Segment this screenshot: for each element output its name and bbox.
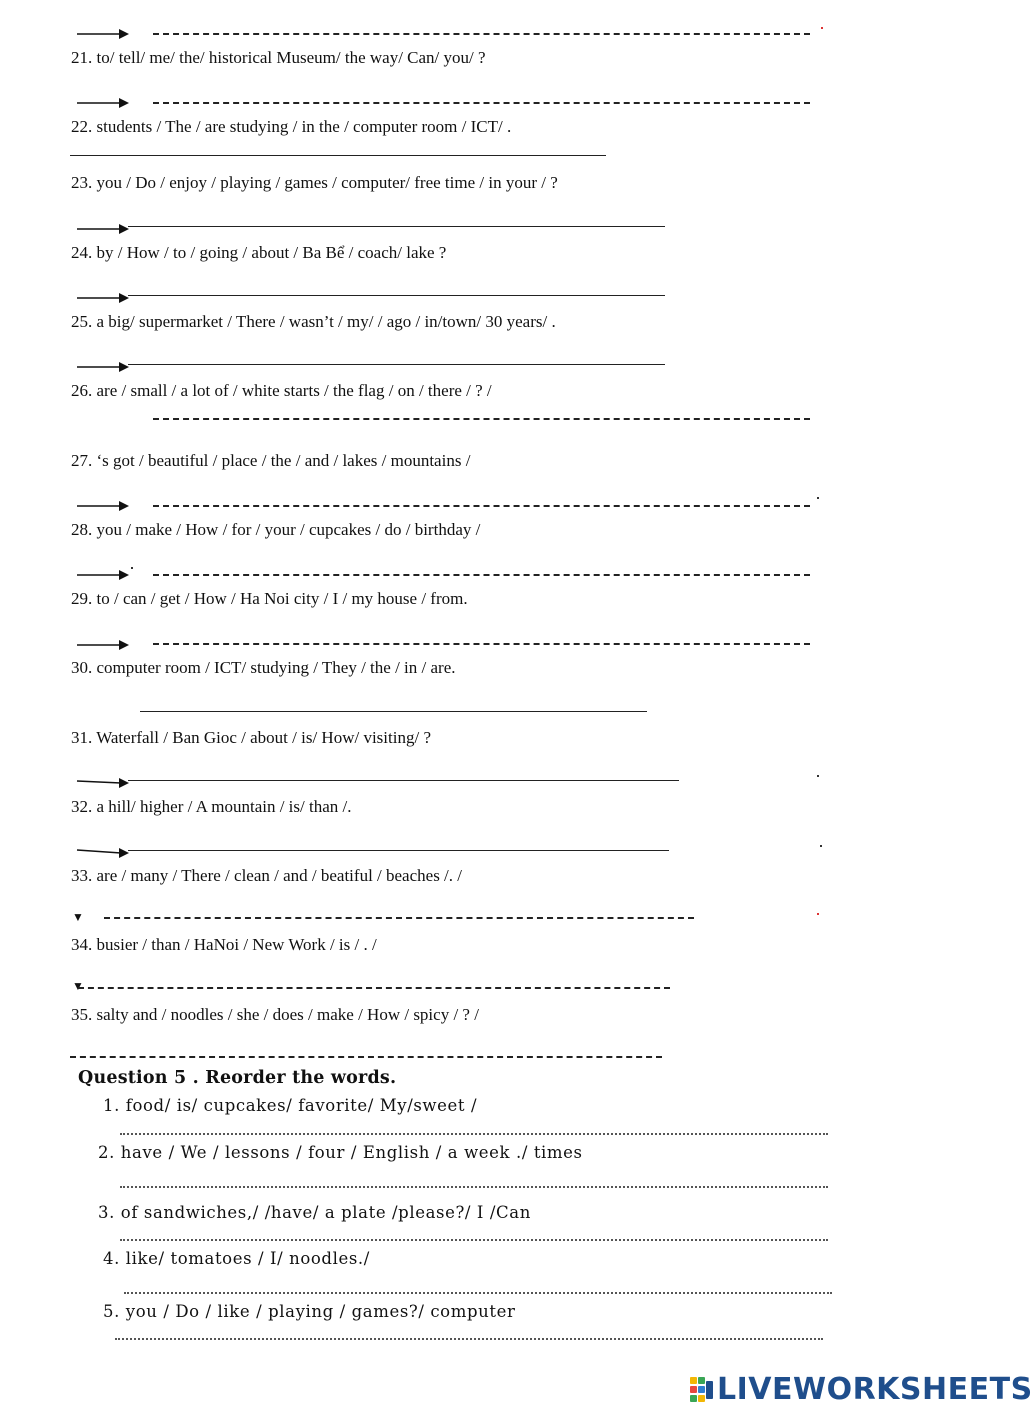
liveworksheets-logo[interactable]: [690, 1372, 1033, 1408]
question-22: 22. students / The / are studying / in the / computer room / ICT/ .: [71, 117, 512, 136]
arrow-icon: [77, 98, 129, 108]
question-34: 34. busier / than / HaNoi / New Work / is / . /: [71, 935, 377, 954]
question-30: 30. computer room / ICT/ studying / They / the / in / are.: [71, 658, 456, 677]
question-33: 33. are / many / There / clean / and / beatiful / beaches /. /: [71, 866, 463, 885]
arrow-icon: [77, 29, 129, 39]
arrow-icon: [77, 640, 129, 650]
speck: [131, 567, 133, 569]
answer-line-q5-4[interactable]: [124, 1292, 832, 1294]
answer-line-24[interactable]: [128, 295, 665, 296]
question-28: 28. you / make / How / for / your / cupcakes / do / birthday /: [71, 520, 481, 539]
question-25: 25. a big/ supermarket / There / wasn’t / my/ / ago / in/town/ 30 years/ .: [71, 312, 556, 331]
answer-line-25[interactable]: [128, 364, 665, 365]
question-29: 29. to / can / get / How / Ha Noi city / I / my house / from.: [71, 589, 468, 608]
speck: [817, 913, 819, 915]
reorder-item-2: 2. have / We / lessons / four / English / a week ./ times: [98, 1143, 583, 1162]
answer-line-34[interactable]: [78, 987, 670, 989]
question-23: 23. you / Do / enjoy / playing / games / computer/ free time / in your / ?: [71, 173, 558, 192]
answer-line-29[interactable]: [153, 643, 810, 645]
reorder-item-5: 5. you / Do / like / playing / games?/ computer: [103, 1302, 516, 1321]
answer-line-35[interactable]: [70, 1056, 662, 1058]
answer-line-32[interactable]: [128, 850, 669, 851]
arrow-icon: [77, 293, 129, 303]
arrow-icon: [77, 777, 129, 787]
logo-text: LIVEWORKSHEETS: [717, 1372, 1033, 1407]
answer-line-26[interactable]: [153, 418, 810, 420]
arrow-down-icon: ▼: [72, 979, 84, 993]
arrow-icon: [77, 570, 129, 580]
answer-line-20[interactable]: [153, 33, 810, 35]
reorder-item-4: 4. like/ tomatoes / I/ noodles./: [103, 1249, 370, 1268]
arrow-icon: [77, 224, 129, 234]
question-35: 35. salty and / noodles / she / does / make / How / spicy / ? /: [71, 1005, 479, 1024]
speck: [820, 845, 822, 847]
answer-line-q5-1[interactable]: [120, 1133, 828, 1135]
speck: [821, 27, 823, 29]
answer-line-33[interactable]: [104, 917, 694, 919]
answer-line-q5-5[interactable]: [115, 1338, 823, 1340]
answer-line-27[interactable]: [153, 505, 810, 507]
question-26: 26. are / small / a lot of / white starts / the flag / on / there / ? /: [71, 381, 492, 400]
arrow-icon: [77, 362, 129, 372]
answer-line-q5-3[interactable]: [120, 1239, 828, 1241]
arrow-icon: [77, 847, 129, 857]
section-title: Question 5 . Reorder the words.: [78, 1068, 397, 1088]
reorder-item-1: 1. food/ is/ cupcakes/ favorite/ My/sweet /: [103, 1096, 478, 1115]
answer-line-q5-2[interactable]: [120, 1186, 828, 1188]
arrow-icon: [77, 501, 129, 511]
speck: [817, 497, 819, 499]
logo-icon: [690, 1377, 714, 1403]
answer-line-28[interactable]: [153, 574, 810, 576]
speck: [817, 775, 819, 777]
answer-line-31[interactable]: [128, 780, 679, 781]
question-21: 21. to/ tell/ me/ the/ historical Museum/ the way/ Can/ you/ ?: [71, 48, 486, 67]
answer-line-22[interactable]: [70, 155, 606, 156]
question-31: 31. Waterfall / Ban Gioc / about / is/ How/ visiting/ ?: [71, 728, 431, 747]
reorder-item-3: 3. of sandwiches,/ /have/ a plate /please?/ I /Can: [98, 1203, 531, 1222]
answer-line-23[interactable]: [128, 226, 665, 227]
question-32: 32. a hill/ higher / A mountain / is/ than /.: [71, 797, 352, 816]
arrow-down-icon: ▼: [72, 910, 84, 924]
question-24: 24. by / How / to / going / about / Ba Bể / coach/ lake ?: [71, 243, 447, 262]
answer-line-30[interactable]: [140, 711, 647, 712]
answer-line-21[interactable]: [153, 102, 810, 104]
question-27: 27. ‘s got / beautiful / place / the / and / lakes / mountains /: [71, 451, 471, 470]
